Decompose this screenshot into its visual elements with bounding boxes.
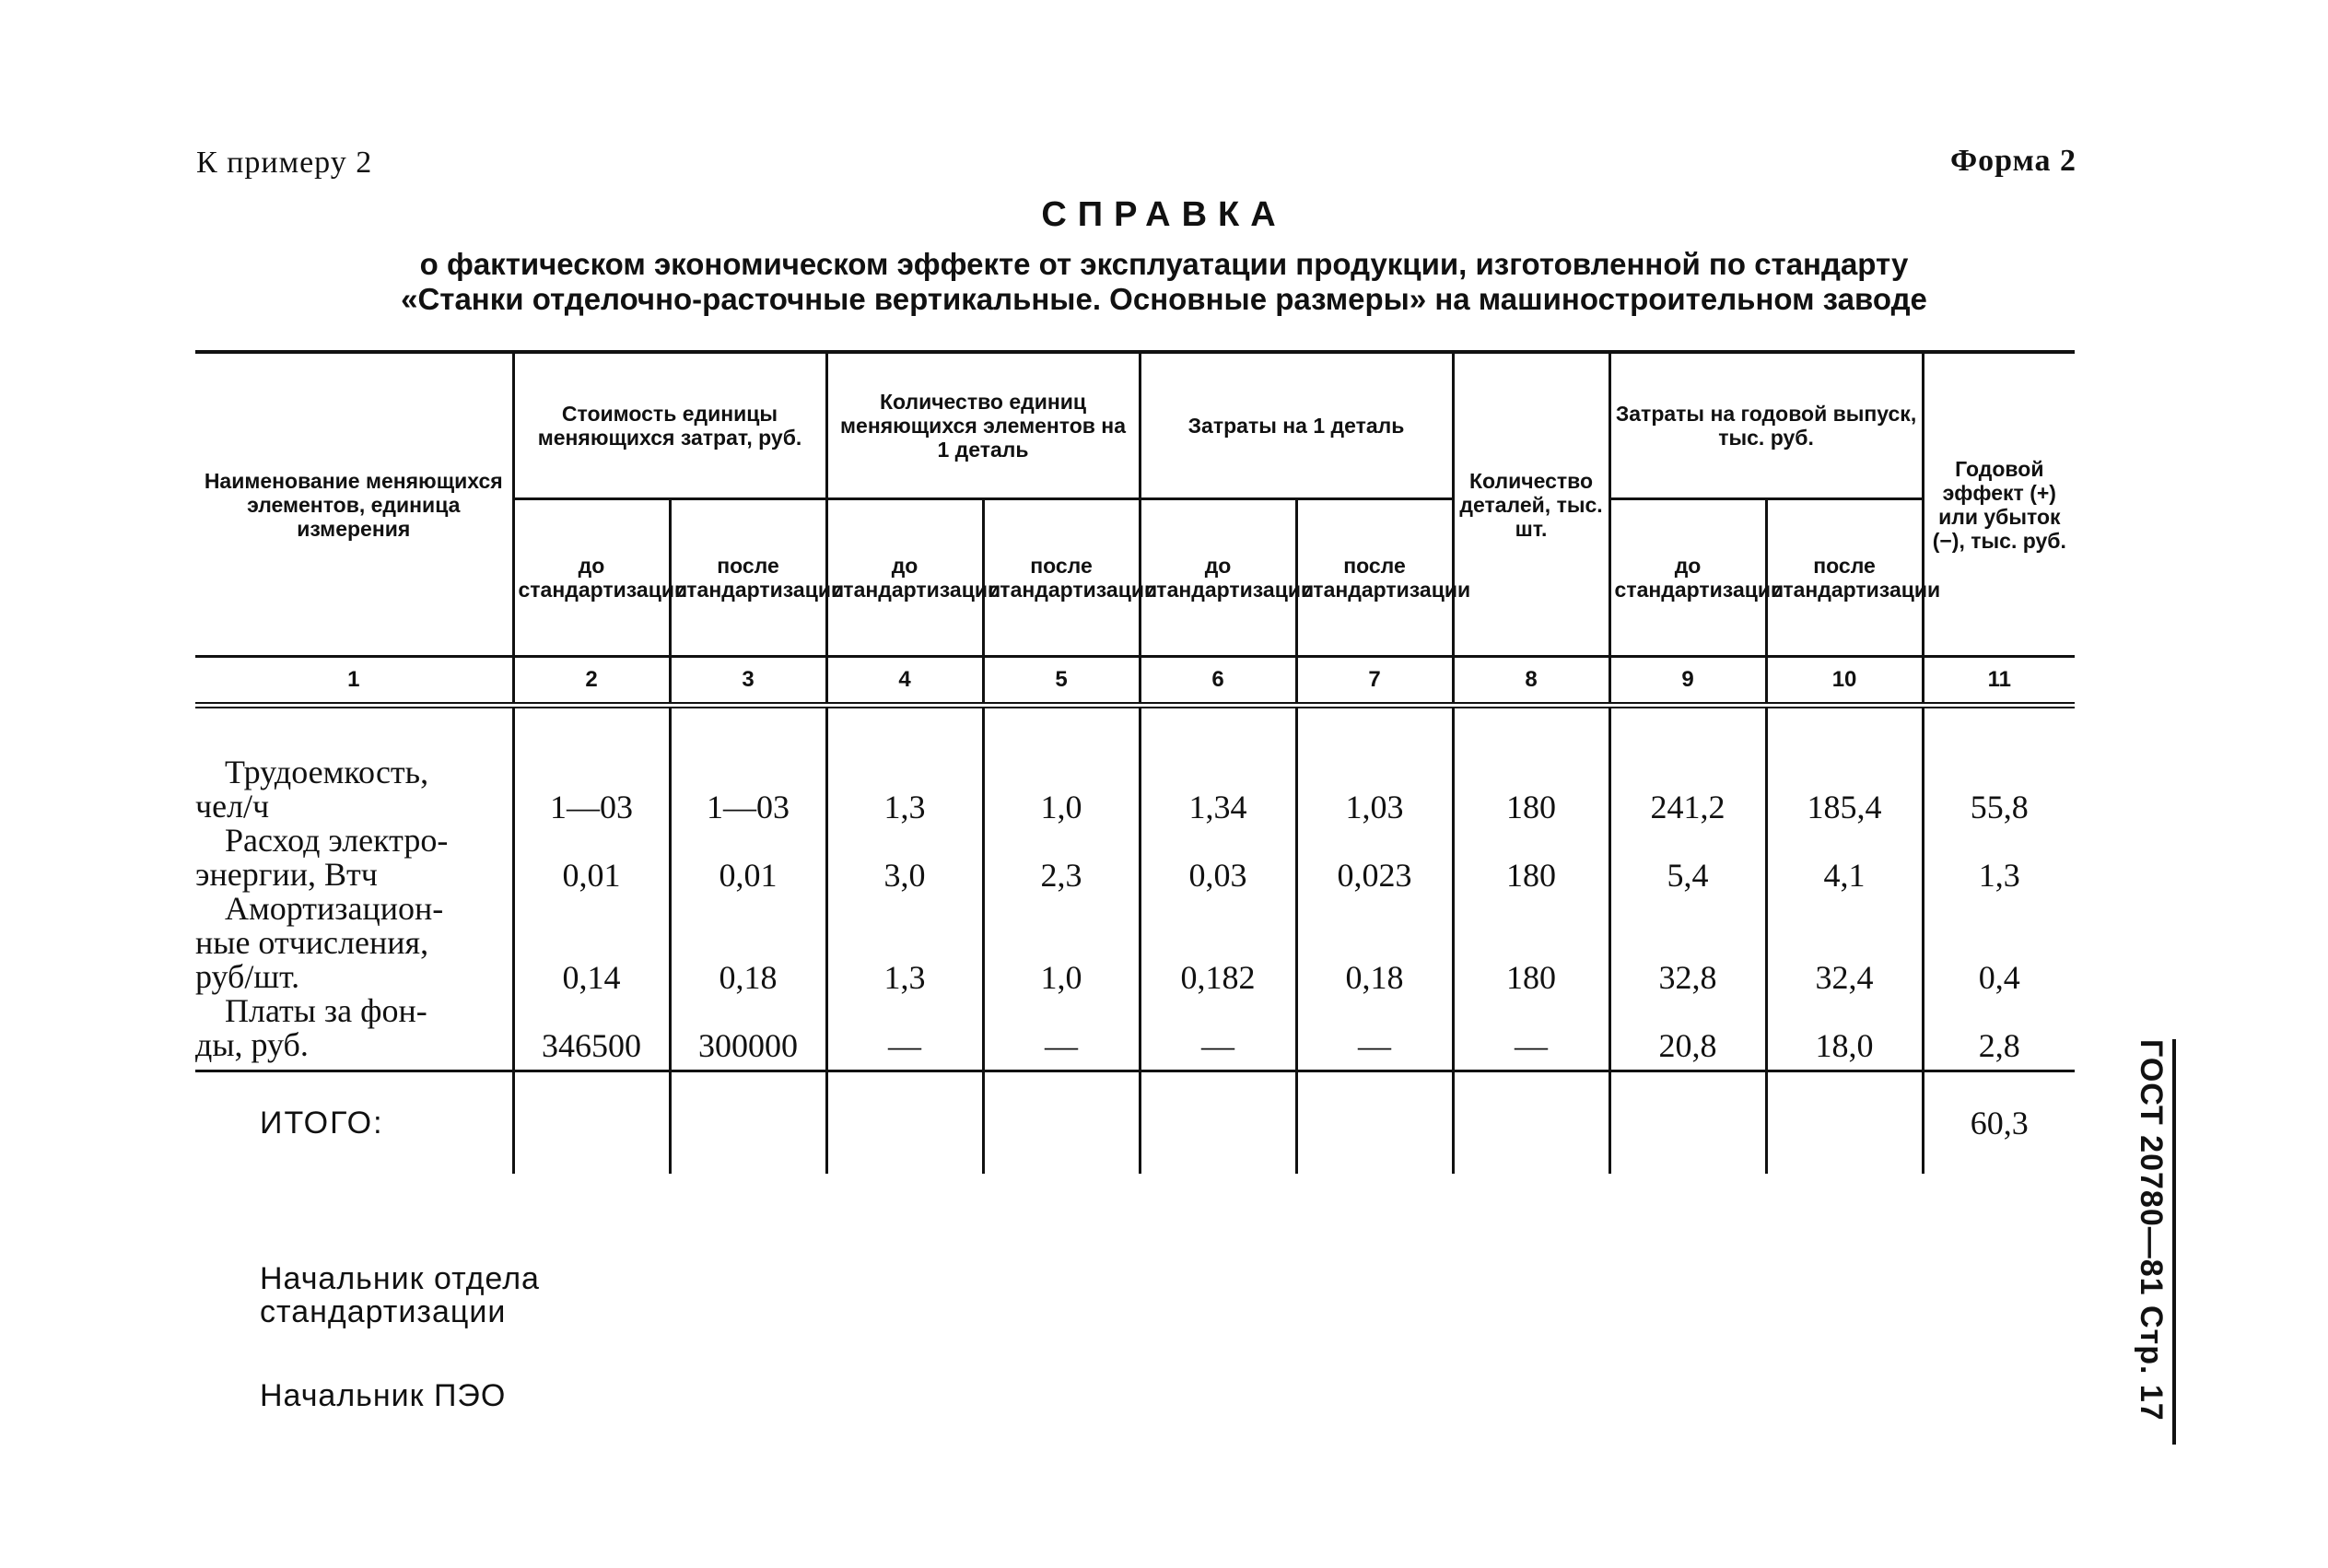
cell-value: 20,8 xyxy=(1609,994,1766,1071)
header-cost-per-part: Затраты на 1 деталь xyxy=(1140,352,1453,499)
cell-value: 1,3 xyxy=(826,706,983,825)
subtitle-line-1: о фактическом экономическом эффекте от эксплуатации продукции, изготовленной по стандарту xyxy=(419,247,1909,281)
cell-value: 1,3 xyxy=(826,892,983,994)
table-row xyxy=(195,994,2075,1071)
form-number: Форма 2 xyxy=(1949,144,2076,178)
subheader-before: до стандартизации xyxy=(1140,499,1296,657)
signature-line: Начальник отдела xyxy=(260,1261,540,1296)
total-label: ИТОГО: xyxy=(195,1071,513,1175)
cell-value: — xyxy=(1296,994,1453,1071)
subheader-before: до стандартизации xyxy=(513,499,670,657)
empty-cell xyxy=(670,1071,826,1175)
effect-table-container xyxy=(195,350,2075,1174)
document-subtitle xyxy=(0,247,2328,317)
column-number: 5 xyxy=(983,657,1140,706)
subheader-after: после стандартизации xyxy=(670,499,826,657)
cell-value: 346500 xyxy=(513,994,670,1071)
row-name-line: Трудоемкость, xyxy=(225,754,429,790)
row-name xyxy=(195,824,513,892)
subheader-after: после стандартизации xyxy=(1296,499,1453,657)
cell-value: 4,1 xyxy=(1766,824,1923,892)
signature-line: стандартизации xyxy=(260,1294,507,1329)
column-number: 3 xyxy=(670,657,826,706)
cell-value: 1,3 xyxy=(1923,824,2075,892)
cell-value: 3,0 xyxy=(826,824,983,892)
cell-value: 0,4 xyxy=(1923,892,2075,994)
row-name xyxy=(195,892,513,994)
cell-value: 1,34 xyxy=(1140,706,1296,825)
row-name-line: энергии, Втч xyxy=(195,856,378,893)
column-number: 11 xyxy=(1923,657,2075,706)
subheader-after: после стандартизации xyxy=(1766,499,1923,657)
cell-value: 5,4 xyxy=(1609,824,1766,892)
table-row xyxy=(195,824,2075,892)
empty-cell xyxy=(983,1071,1140,1175)
column-number: 6 xyxy=(1140,657,1296,706)
row-name-line: Расход электро- xyxy=(225,822,449,859)
row-name-line: руб/шт. xyxy=(195,958,300,995)
header-annual-effect: Годовой эффект (+) или убыток (−), тыс. руб. xyxy=(1923,352,2075,657)
column-number: 9 xyxy=(1609,657,1766,706)
cell-value: 180 xyxy=(1453,892,1609,994)
column-number-row xyxy=(195,657,2075,706)
cell-value: 0,18 xyxy=(1296,892,1453,994)
effect-table xyxy=(195,350,2075,1174)
cell-value: 0,01 xyxy=(513,824,670,892)
cell-value: — xyxy=(1140,994,1296,1071)
subheader-before: до стандартизации xyxy=(1609,499,1766,657)
cell-value: 180 xyxy=(1453,706,1609,825)
row-name-line: Платы за фон- xyxy=(225,992,427,1029)
empty-cell xyxy=(1140,1071,1296,1175)
example-reference: К примеру 2 xyxy=(196,146,373,180)
table-row xyxy=(195,892,2075,994)
column-number: 1 xyxy=(195,657,513,706)
empty-cell xyxy=(513,1071,670,1175)
empty-cell xyxy=(1609,1071,1766,1175)
empty-cell xyxy=(1453,1071,1609,1175)
signature-standardization-head xyxy=(260,1262,540,1328)
row-name-line: ды, руб. xyxy=(195,1026,309,1063)
row-name xyxy=(195,994,513,1071)
signature-peo-head: Начальник ПЭО xyxy=(260,1378,507,1413)
cell-value: 0,18 xyxy=(670,892,826,994)
cell-value: 185,4 xyxy=(1766,706,1923,825)
cell-value: 0,01 xyxy=(670,824,826,892)
header-unit-quantity: Количество единиц меняющихся элементов на 1 деталь xyxy=(826,352,1140,499)
empty-cell xyxy=(1296,1071,1453,1175)
cell-value: 1,0 xyxy=(983,892,1140,994)
cell-value: 241,2 xyxy=(1609,706,1766,825)
cell-value: 1,03 xyxy=(1296,706,1453,825)
cell-value: 0,023 xyxy=(1296,824,1453,892)
subtitle-line-2: «Станки отделочно-расточные вертикальные. Основные размеры» на машиностроительном заводе xyxy=(401,282,1927,316)
cell-value: — xyxy=(1453,994,1609,1071)
cell-value: 1—03 xyxy=(513,706,670,825)
column-number: 10 xyxy=(1766,657,1923,706)
empty-cell xyxy=(1766,1071,1923,1175)
header-unit-cost: Стоимость единицы меняющихся затрат, руб. xyxy=(513,352,826,499)
header-part-count: Количество деталей, тыс. шт. xyxy=(1453,352,1609,657)
row-name xyxy=(195,706,513,825)
cell-value: 0,03 xyxy=(1140,824,1296,892)
subheader-after: после стандартизации xyxy=(983,499,1140,657)
cell-value: — xyxy=(983,994,1140,1071)
side-rule xyxy=(2172,1039,2176,1445)
cell-value: — xyxy=(826,994,983,1071)
column-number: 4 xyxy=(826,657,983,706)
column-number: 8 xyxy=(1453,657,1609,706)
subheader-before: до стандартизации xyxy=(826,499,983,657)
header-annual-cost: Затраты на годовой выпуск, тыс. руб. xyxy=(1609,352,1923,499)
row-name-line: чел/ч xyxy=(195,788,270,825)
document-title: СПРАВКА xyxy=(1041,195,1287,234)
row-name-line: Амортизацион- xyxy=(225,890,444,927)
cell-value: 2,8 xyxy=(1923,994,2075,1071)
cell-value: 0,182 xyxy=(1140,892,1296,994)
cell-value: 18,0 xyxy=(1766,994,1923,1071)
total-row xyxy=(195,1071,2075,1175)
cell-value: 32,4 xyxy=(1766,892,1923,994)
cell-value: 32,8 xyxy=(1609,892,1766,994)
side-running-title xyxy=(2135,1039,2167,1445)
empty-cell xyxy=(826,1071,983,1175)
cell-value: 0,14 xyxy=(513,892,670,994)
header-element-name: Наименование меняющихся элементов, единица измерения xyxy=(195,352,513,657)
cell-value: 1,0 xyxy=(983,706,1140,825)
table-row xyxy=(195,706,2075,825)
cell-value: 2,3 xyxy=(983,824,1140,892)
column-number: 2 xyxy=(513,657,670,706)
cell-value: 55,8 xyxy=(1923,706,2075,825)
cell-value: 1—03 xyxy=(670,706,826,825)
row-name-line: ные отчисления, xyxy=(195,924,429,961)
column-number: 7 xyxy=(1296,657,1453,706)
cell-value: 300000 xyxy=(670,994,826,1071)
gost-page-label: ГОСТ 20780—81 Стр. 17 xyxy=(2134,1039,2169,1422)
cell-value: 180 xyxy=(1453,824,1609,892)
total-value: 60,3 xyxy=(1923,1071,2075,1175)
